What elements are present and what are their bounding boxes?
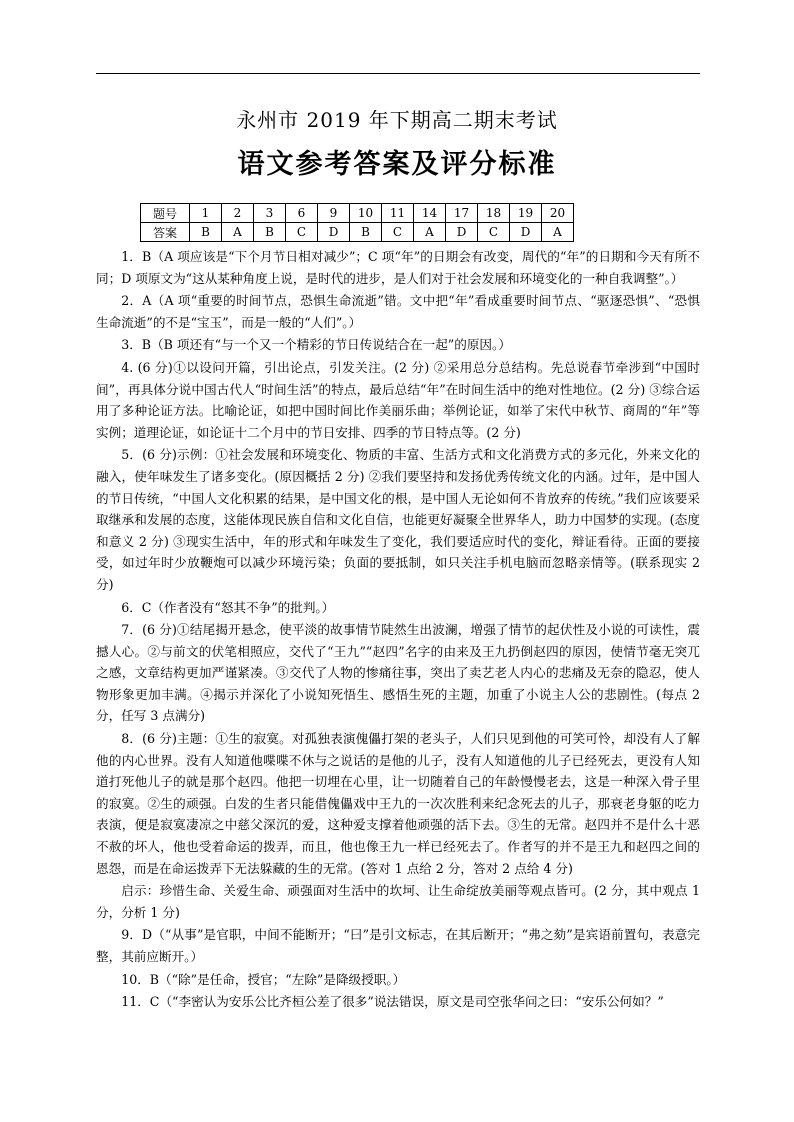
answer-cell: C [382, 223, 414, 242]
row-label-answer: 答案 [141, 223, 190, 242]
answer-explanation-q10: 10．B（“除”是任命，授官；“左除”是降级授职。） [121, 971, 406, 987]
answer-explanation-q3: 3．B（B 项还有“与一个又一个精彩的节日传说结合在一起”的原因。） [121, 337, 511, 353]
answer-cell: D [318, 223, 350, 242]
document-title: 语文参考答案及评分标准 [237, 149, 557, 180]
question-number: 3 [254, 204, 286, 223]
answer-cell: C [478, 223, 510, 242]
question-number: 11 [382, 204, 414, 223]
exam-title: 永州市 2019 年下期高二期末考试 [236, 108, 558, 132]
answer-row [141, 223, 574, 242]
answer-cell: A [414, 223, 446, 242]
answer-cell: D [510, 223, 542, 242]
answer-cell: B [254, 223, 286, 242]
answer-explanation-q4: 4. (6 分)①以设问开篇，引出论点，引发关注。(2 分) ②采用总分总结构。先总说春节牵涉到“中国时间”，再具体分说中国古代人“时间生活”的特点，最后总结“年”在时间生活中的绝对性地位。(2 分) ③综合运用了多种论证方法。比喻论证，如把中国时间比作美丽乐曲；举例论证，如举了宋代中秋节、商周的“年”等实例；道理论证，如论证十二个月中的节日安排、四季的节日特点等。(2 分) [96, 359, 700, 440]
question-number: 18 [478, 204, 510, 223]
answer-cell: A [222, 223, 254, 242]
answer-cell: A [542, 223, 574, 242]
question-number: 17 [446, 204, 478, 223]
question-number: 2 [222, 204, 254, 223]
answer-explanation-q7: 7．(6 分)①结尾揭开悬念，使平淡的故事情节陡然生出波澜，增强了情节的起伏性及小说的可读性，震撼人心。②与前文的伏笔相照应，交代了“王九”“赵四”名字的由来及王九扔倒赵四的原因，使情节毫无突兀之感，文章结构更加严谨紧凑。③交代了人物的惨痛往事，突出了卖艺老人内心的悲痛及无奈的隐忍，使人物形象更加丰满。④揭示并深化了小说知死悟生、感悟生死的主题，加重了小说主人公的悲剧性。(每点 2 分，任写 3 点满分) [96, 622, 700, 724]
answer-explanation-q2: 2．A（A 项“重要的时间节点，恐惧生命流逝”错。文中把“年”看成重要时间节点、“驱逐恐惧”、“恐惧生命流逝”的不是“宝玉”，而是一般的“人们”。） [96, 293, 700, 330]
question-number: 10 [350, 204, 382, 223]
question-number: 14 [414, 204, 446, 223]
question-number-row [141, 204, 574, 223]
header-rule [96, 73, 700, 74]
question-number: 1 [190, 204, 222, 223]
question-number: 9 [318, 204, 350, 223]
question-number: 20 [542, 204, 574, 223]
question-number: 19 [510, 204, 542, 223]
answer-explanations [96, 246, 700, 1014]
answer-explanation-q6: 6．C（作者没有“怒其不争”的批判。） [121, 599, 335, 615]
row-label-question: 题号 [141, 204, 190, 223]
answer-explanation-q8-inspiration: 启示：珍惜生命、关爱生命、顽强面对生活中的坎坷、让生命绽放美丽等观点皆可。(2 分，其中观点 1 分，分析 1 分) [96, 883, 700, 920]
question-number: 6 [286, 204, 318, 223]
answer-cell: C [286, 223, 318, 242]
answer-cell: B [350, 223, 382, 242]
answer-explanation-q9: 9．D（“从事”是官职，中间不能断开；“曰”是引文标志，在其后断开；“弗之劾”是宾语前置句，表意完整，其前应断开。） [96, 927, 700, 964]
answer-table [140, 203, 574, 242]
answer-explanation-q1: 1．B（A 项应该是“下个月节日相对减少”；C 项“年”的日期会有改变，周代的“年”的日期和今天有所不同；D 项原文为“这从某种角度上说，是时代的进步，是人们对于社会发展和环境变化的一种自我调整”。） [96, 249, 700, 286]
answer-explanation-q5: 5．(6 分)示例：①社会发展和环境变化、物质的丰富、生活方式和文化消费方式的多元化，外来文化的融入，使年味发生了诸多变化。(原因概括 2 分) ②我们要坚持和发扬优秀传统文化的内涵。过年，是中国人的节日传统，“中国人文化积累的结果，是中国文化的根，是中国人无论如何不肯放弃的传统。”我们应该要采取继承和发展的态度，这能体现民族自信和文化自信，也能更好凝聚全世界华人，助力中国梦的实现。(态度和意义 2 分) ③现实生活中，年的形式和年味发生了变化，我们要适应时代的变化，辩证看待。正面的要接受，如过年时少放鞭炮可以减少环境污染；负面的要抵制，如只关注手机电脑而忽略亲情等。(联系现实 2 分) [96, 447, 700, 592]
answer-explanation-q8: 8．(6 分)主题：①生的寂寞。对孤独表演傀儡打架的老头子，人们只见到他的可笑可怜，却没有人了解他的内心世界。没有人知道他喋喋不休与之说话的是他的儿子，没有人知道他的儿子已经死去，更没有人知道打死他儿子的就是那个赵四。他把一切埋在心里，让一切随着自己的年龄慢慢老去，这是一种深入骨子里的寂寞。②生的顽强。白发的生者只能借傀儡戏中王九的一次次胜利来纪念死去的儿子，那衰老身躯的吃力表演，便是寂寞凄凉之中慈父深沉的爱，这种爱支撑着他顽强的活下去。③生的无常。赵四并不是什么十恶不赦的坏人，他也受着命运的拨弄，而且，他也像王九一样已经死去了。作者写的并不是王九和赵四之间的恩怨，而是在命运拨弄下无法躲藏的生的无常。(答对 1 点给 2 分，答对 2 点给 4 分) [96, 731, 700, 876]
answer-cell: D [446, 223, 478, 242]
answer-cell: B [190, 223, 222, 242]
answer-explanation-q11: 11．C（“李密认为安乐公比齐桓公差了很多”说法错误，原文是司空张华问之曰：“安乐公何如？” [121, 994, 664, 1010]
